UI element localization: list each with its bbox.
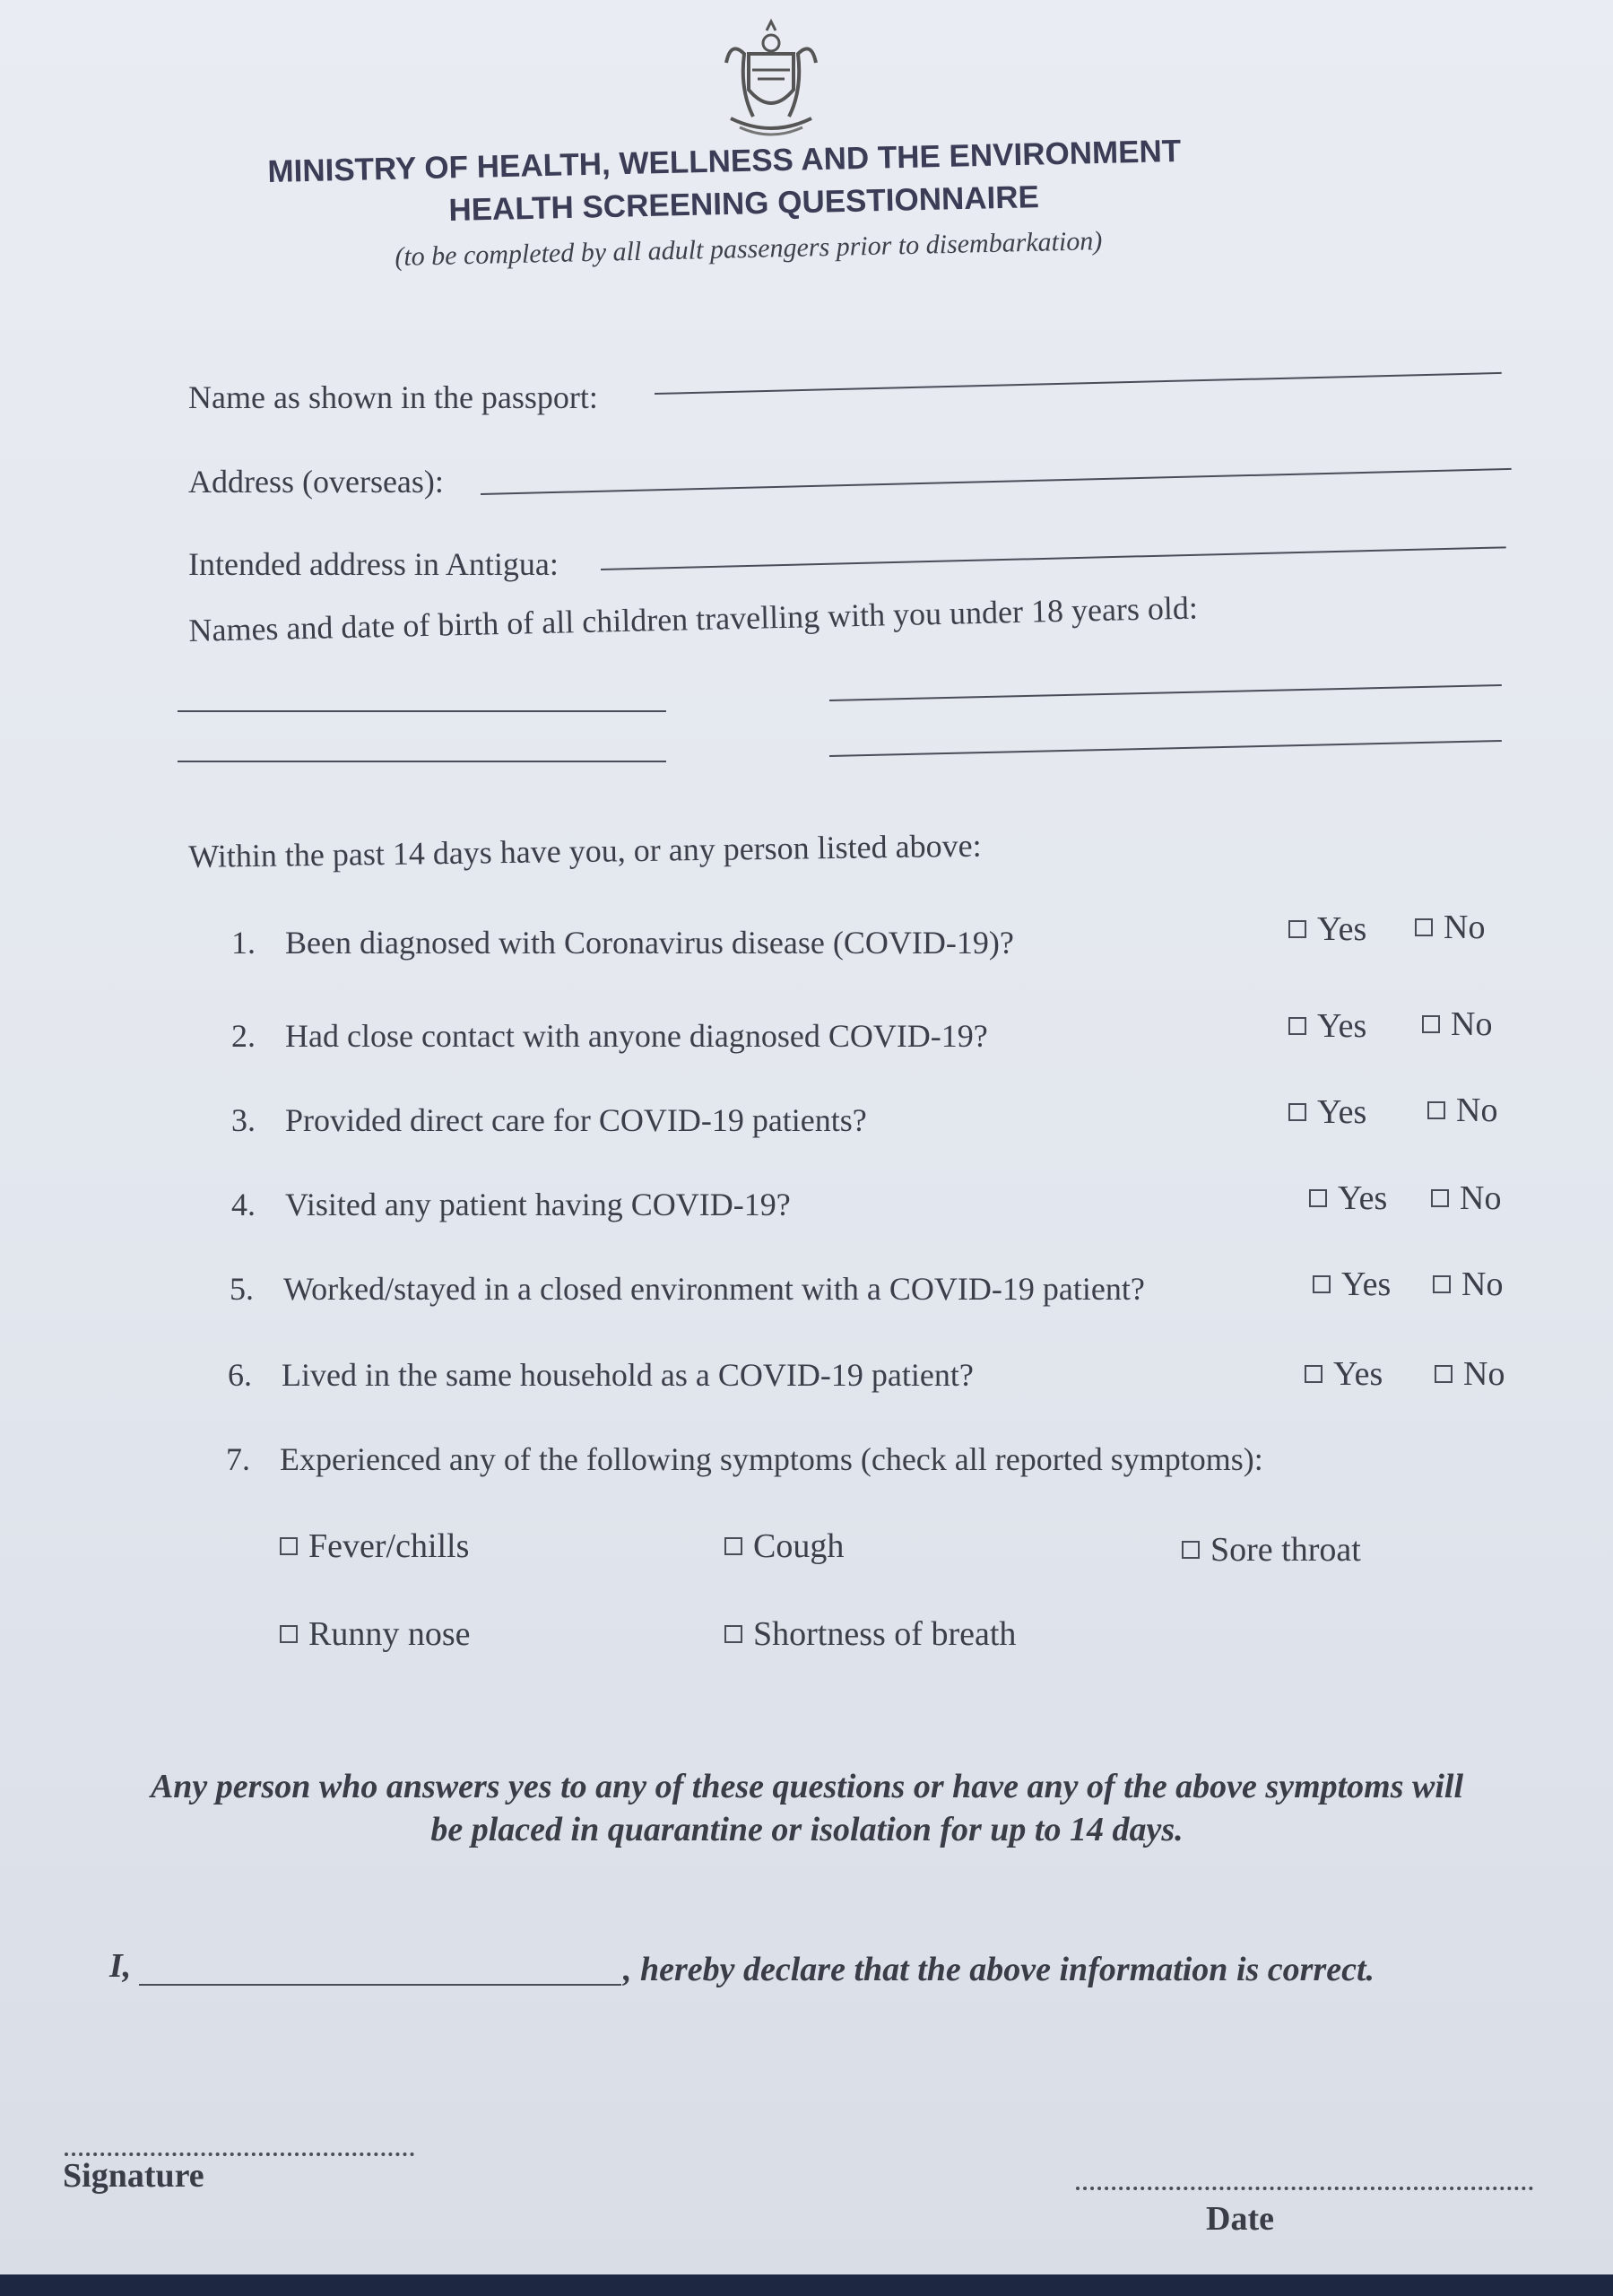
declaration-text: , hereby declare that the above information is correct. xyxy=(623,1951,1375,1988)
signature-label: Signature xyxy=(63,2157,204,2195)
checkbox-icon xyxy=(1427,1101,1445,1119)
checkbox-icon xyxy=(724,1625,742,1643)
q6-yes-checkbox[interactable]: Yes xyxy=(1305,1354,1383,1394)
declaration-prefix: I, xyxy=(109,1947,132,1985)
child-field-4[interactable] xyxy=(829,740,1502,757)
q4-no-checkbox[interactable]: No xyxy=(1431,1178,1501,1218)
symptom-fever-checkbox[interactable]: Fever/chills xyxy=(280,1526,469,1566)
questions-intro: Within the past 14 days have you, or any person listed above: xyxy=(188,827,982,874)
children-label: Names and date of birth of all children travelling with you under 18 years old: xyxy=(188,589,1199,648)
checkbox-icon xyxy=(1431,1189,1449,1207)
q3-yes-checkbox[interactable]: Yes xyxy=(1288,1092,1366,1132)
checkbox-icon xyxy=(1288,1103,1306,1121)
antigua-address-field[interactable] xyxy=(601,546,1506,570)
checkbox-icon xyxy=(1182,1541,1200,1559)
child-field-1[interactable] xyxy=(178,710,666,712)
date-label: Date xyxy=(1206,2200,1274,2238)
q3-no-checkbox[interactable]: No xyxy=(1427,1091,1497,1130)
q1-no-checkbox[interactable]: No xyxy=(1415,908,1485,947)
q1-yes-checkbox[interactable]: Yes xyxy=(1288,909,1366,949)
antigua-address-label: Intended address in Antigua: xyxy=(188,546,559,582)
question-6: 6. Lived in the same household as a COVID-19 patient? xyxy=(228,1357,974,1393)
form-title: HEALTH SCREENING QUESTIONNAIRE xyxy=(448,179,1040,228)
quarantine-warning: Any person who answers yes to any of these questions or have any of the above symptoms will be placed in quarantine or isolation for up to 14 days. xyxy=(150,1768,1464,1848)
symptom-sore-throat-checkbox[interactable]: Sore throat xyxy=(1182,1530,1361,1570)
checkbox-icon xyxy=(1288,1017,1306,1035)
question-2: 2. Had close contact with anyone diagnosed COVID-19? xyxy=(231,1018,988,1054)
checkbox-icon xyxy=(1305,1365,1322,1383)
checkbox-icon xyxy=(280,1625,298,1643)
passport-name-field[interactable] xyxy=(655,372,1502,395)
question-7: 7. Experienced any of the following symptoms (check all reported symptoms): xyxy=(226,1441,1263,1477)
coat-of-arms-icon xyxy=(713,18,829,152)
symptom-cough-checkbox[interactable]: Cough xyxy=(724,1526,844,1566)
question-5: 5. Worked/stayed in a closed environment with a COVID-19 patient? xyxy=(230,1271,1145,1307)
checkbox-icon xyxy=(1309,1189,1327,1207)
checkbox-icon xyxy=(1433,1275,1451,1293)
ministry-title: MINISTRY OF HEALTH, WELLNESS AND THE ENVIRONMENT xyxy=(267,133,1182,189)
q4-yes-checkbox[interactable]: Yes xyxy=(1309,1178,1387,1218)
question-4: 4. Visited any patient having COVID-19? xyxy=(231,1187,791,1222)
checkbox-icon xyxy=(1313,1275,1331,1293)
q5-yes-checkbox[interactable]: Yes xyxy=(1313,1265,1391,1304)
checkbox-icon xyxy=(1288,920,1306,938)
child-field-2[interactable] xyxy=(829,684,1502,701)
q2-yes-checkbox[interactable]: Yes xyxy=(1288,1006,1366,1046)
form-subtitle: (to be completed by all adult passengers prior to disembarkation) xyxy=(395,226,1103,272)
checkbox-icon xyxy=(280,1537,298,1555)
q6-no-checkbox[interactable]: No xyxy=(1435,1354,1505,1394)
q5-no-checkbox[interactable]: No xyxy=(1433,1265,1503,1304)
overseas-address-field[interactable] xyxy=(481,468,1512,495)
question-1: 1. Been diagnosed with Coronavirus disease (COVID-19)? xyxy=(231,925,1014,961)
question-3: 3. Provided direct care for COVID-19 patients? xyxy=(231,1102,867,1138)
q2-no-checkbox[interactable]: No xyxy=(1422,1004,1492,1044)
checkbox-icon xyxy=(1415,918,1433,936)
overseas-address-label: Address (overseas): xyxy=(188,464,444,500)
checkbox-icon xyxy=(1422,1015,1440,1033)
symptom-runny-nose-checkbox[interactable]: Runny nose xyxy=(280,1614,471,1654)
background-edge xyxy=(0,2274,1613,2296)
passport-name-label: Name as shown in the passport: xyxy=(188,379,598,415)
declaration-name-field[interactable] xyxy=(139,1984,621,1986)
date-field[interactable] xyxy=(1076,2187,1533,2190)
child-field-3[interactable] xyxy=(178,761,666,762)
symptom-shortness-of-breath-checkbox[interactable]: Shortness of breath xyxy=(724,1614,1016,1654)
checkbox-icon xyxy=(724,1537,742,1555)
checkbox-icon xyxy=(1435,1365,1453,1383)
